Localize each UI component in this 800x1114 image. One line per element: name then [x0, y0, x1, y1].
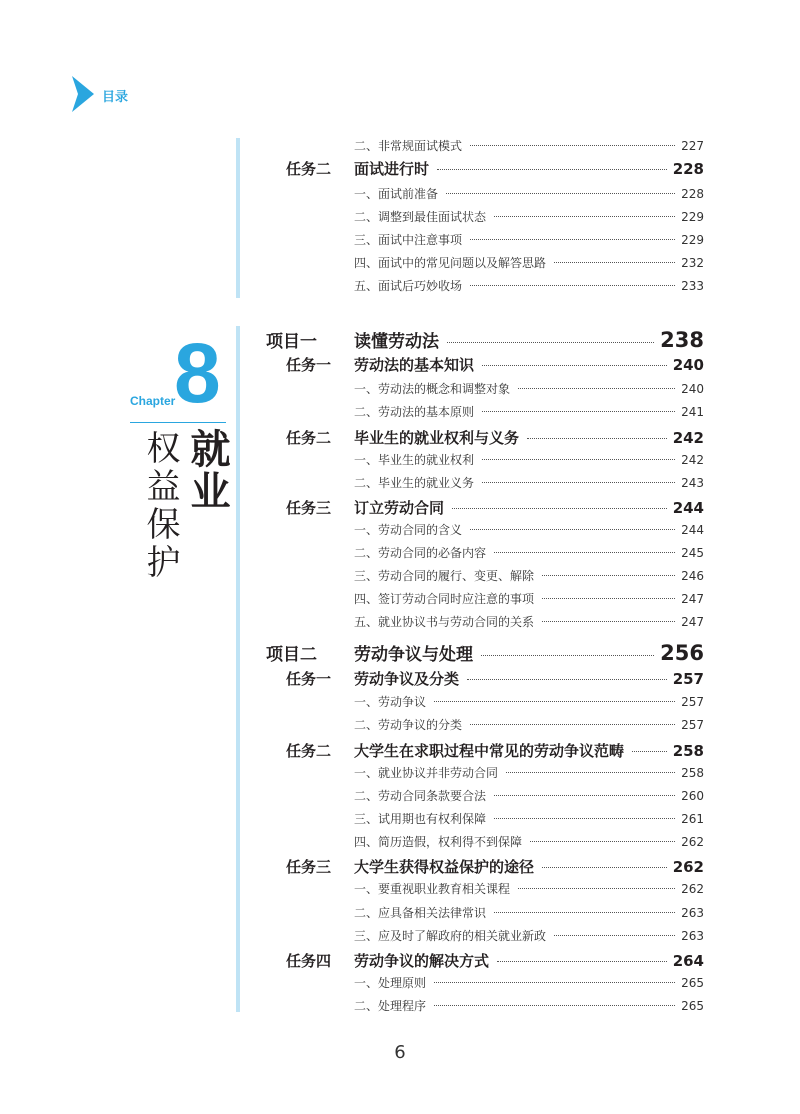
toc-leader-dots: [518, 388, 675, 389]
toc-entry-page: 261: [681, 812, 704, 826]
toc-leader-dots: [482, 365, 667, 366]
toc-entry-title: 二、调整到最佳面试状态: [354, 210, 487, 224]
toc-leader-dots: [518, 888, 675, 889]
toc-entry-level-3: [354, 380, 704, 397]
toc-entry-level-3: [354, 137, 704, 154]
toc-entry-title: 劳动法的基本知识: [354, 356, 475, 374]
toc-entry-label: 任务二: [286, 429, 332, 447]
toc-entry-title: 四、签订劳动合同时应注意的事项: [354, 592, 535, 606]
toc-entry-page: 265: [681, 999, 704, 1013]
toc-entry-page: 256: [660, 641, 704, 665]
toc-entry-page: 243: [681, 476, 704, 490]
page-number: 6: [394, 1042, 406, 1063]
toc-entry-level-3: [354, 693, 704, 710]
toc-leader-dots: [482, 411, 675, 412]
toc-leader-dots: [470, 145, 675, 146]
toc-entry-page: 246: [681, 569, 704, 583]
toc-entry-title: 二、非常规面试模式: [354, 139, 463, 153]
toc-leader-dots: [542, 598, 675, 599]
toc-entry-page: 238: [660, 328, 704, 352]
toc-entry-level-2: [286, 668, 704, 689]
toc-leader-dots: [494, 216, 675, 217]
toc-entry-page: 265: [681, 976, 704, 990]
toc-entry-page: 247: [681, 592, 704, 606]
toc-leader-dots: [482, 459, 675, 460]
toc-leader-dots: [470, 724, 675, 725]
toc-entry-level-3: [354, 567, 704, 584]
toc-entry-page: 247: [681, 615, 704, 629]
toc-entry-level-3: [354, 974, 704, 991]
toc-leader-dots: [452, 508, 667, 509]
toc-leader-dots: [506, 772, 675, 773]
toc-entry-page: 242: [672, 429, 704, 447]
toc-entry-title: 一、处理原则: [354, 976, 427, 990]
toc-entry-level-3: [354, 208, 704, 225]
toc-entry-page: 262: [672, 858, 704, 876]
chapter-title-main: 就业: [184, 428, 230, 512]
toc-entry-title: 订立劳动合同: [354, 499, 445, 517]
toc-entry-page: 242: [681, 453, 704, 467]
toc-entry-title: 三、应及时了解政府的相关就业新政: [354, 929, 547, 943]
toc-leader-dots: [542, 621, 675, 622]
toc-entry-title: 面试进行时: [354, 160, 430, 178]
toc-entry-page: 241: [681, 405, 704, 419]
toc-entry-level-2: [286, 950, 704, 971]
toc-entry-title: 三、劳动合同的履行、变更、解除: [354, 569, 535, 583]
toc-entry-title: 三、面试中注意事项: [354, 233, 463, 247]
toc-entry-title: 大学生在求职过程中常见的劳动争议范畴: [354, 742, 625, 760]
toc-entry-level-3: [354, 231, 704, 248]
toc-entry-page: 240: [681, 382, 704, 396]
toc-entry-label: 任务四: [286, 952, 332, 970]
toc-entry-title: 大学生获得权益保护的途径: [354, 858, 535, 876]
toc-entry-level-2: [286, 856, 704, 877]
toc-entry-title: 一、要重视职业教育相关课程: [354, 882, 511, 896]
toc-entry-level-3: [354, 810, 704, 827]
toc-entry-title: 毕业生的就业权利与义务: [354, 429, 520, 447]
toc-entry-title: 劳动争议与处理: [354, 645, 473, 665]
toc-entry-page: 257: [681, 695, 704, 709]
toc-entry-label: 任务一: [286, 670, 332, 688]
toc-entry-title: 二、劳动合同条款要合法: [354, 789, 487, 803]
toc-entry-title: 一、就业协议并非劳动合同: [354, 766, 499, 780]
chapter-word: Chapter: [130, 394, 176, 408]
toc-entry-page: 227: [681, 139, 704, 153]
toc-leader-dots: [497, 961, 667, 962]
toc-entry-label: 任务一: [286, 356, 332, 374]
toc-entry-title: 二、应具备相关法律常识: [354, 906, 487, 920]
toc-entry-page: 264: [672, 952, 704, 970]
toc-leader-dots: [554, 935, 675, 936]
toc-entry-page: 257: [681, 718, 704, 732]
toc-entry-label: 任务二: [286, 160, 332, 178]
toc-entry-level-3: [354, 254, 704, 271]
toc-entry-title: 一、劳动争议: [354, 695, 427, 709]
toc-entry-level-2: [286, 354, 704, 375]
toc-entry-page: 258: [672, 742, 704, 760]
toc-entry-label: 任务三: [286, 858, 332, 876]
toc-entry-page: 263: [681, 929, 704, 943]
toc-entry-level-3: [354, 590, 704, 607]
toc-entry-page: 262: [681, 835, 704, 849]
toc-entry-level-3: [354, 521, 704, 538]
toc-entry-title: 五、面试后巧妙收场: [354, 279, 463, 293]
toc-entry-page: 228: [681, 187, 704, 201]
toc-entry-page: 232: [681, 256, 704, 270]
toc-leader-dots: [530, 841, 675, 842]
toc-entry-level-3: [354, 544, 704, 561]
toc-leader-dots: [632, 751, 667, 752]
toc-leader-dots: [494, 818, 675, 819]
toc-entry-title: 读懂劳动法: [354, 332, 439, 352]
toc-entry-label: 项目二: [266, 645, 317, 665]
toc-entry-label: 任务三: [286, 499, 332, 517]
toc-entry-page: 228: [672, 160, 704, 178]
toc-entry-level-2: [286, 427, 704, 448]
toc-entry-title: 一、劳动法的概念和调整对象: [354, 382, 511, 396]
toc-entry-level-3: [354, 185, 704, 202]
toc-entry-title: 二、劳动法的基本原则: [354, 405, 475, 419]
toc-leader-dots: [434, 1005, 675, 1006]
toc-entry-level-3: [354, 451, 704, 468]
toc-entry-page: 258: [681, 766, 704, 780]
toc-leader-dots: [434, 701, 675, 702]
toc-leader-dots: [494, 795, 675, 796]
toc-entry-title: 二、处理程序: [354, 999, 427, 1013]
toc-entry-title: 四、面试中的常见问题以及解答思路: [354, 256, 547, 270]
toc-entry-level-3: [354, 403, 704, 420]
toc-leader-dots: [447, 342, 654, 343]
toc-entry-page: 262: [681, 882, 704, 896]
toc-leader-dots: [527, 438, 667, 439]
toc-leader-dots: [434, 982, 675, 983]
toc-leader-dots: [470, 239, 675, 240]
toc-entry-page: 244: [681, 523, 704, 537]
toc-entry-title: 劳动争议及分类: [354, 670, 460, 688]
toc-leader-dots: [494, 912, 675, 913]
toc-entry-level-3: [354, 880, 704, 897]
toc-leader-dots: [554, 262, 675, 263]
toc-leader-dots: [446, 193, 675, 194]
toc-leader-dots: [470, 529, 675, 530]
toc-entry-page: 233: [681, 279, 704, 293]
toc-entry-level-3: [354, 277, 704, 294]
toc-entry-title: 五、就业协议书与劳动合同的关系: [354, 615, 535, 629]
toc-leader-dots: [470, 285, 675, 286]
toc-entry-level-1: [266, 640, 704, 665]
toc-entry-page: 229: [681, 210, 704, 224]
toc-leader-dots: [542, 575, 675, 576]
toc-leader-dots: [437, 169, 667, 170]
toc-entry-title: 三、试用期也有权利保障: [354, 812, 487, 826]
toc-entry-page: 229: [681, 233, 704, 247]
toc-entry-level-3: [354, 764, 704, 781]
chapter-title-sub: 权益保护: [140, 430, 180, 582]
toc-entry-title: 四、简历造假，权利得不到保障: [354, 835, 523, 849]
toc-leader-dots: [467, 679, 667, 680]
toc-entry-level-3: [354, 833, 704, 850]
header-title: 目录: [102, 90, 129, 105]
toc-leader-dots: [542, 867, 667, 868]
toc-entry-title: 二、劳动合同的必备内容: [354, 546, 487, 560]
toc-entry-level-3: [354, 927, 704, 944]
toc-leader-dots: [481, 655, 654, 656]
toc-entry-page: 257: [672, 670, 704, 688]
toc-entry-level-2: [286, 497, 704, 518]
toc-entry-level-3: [354, 787, 704, 804]
toc-entry-page: 263: [681, 906, 704, 920]
toc-entry-title: 二、劳动争议的分类: [354, 718, 463, 732]
toc-entry-label: 任务二: [286, 742, 332, 760]
toc-entry-level-3: [354, 997, 704, 1014]
toc-entry-level-3: [354, 904, 704, 921]
toc-entry-level-3: [354, 716, 704, 733]
toc-entry-title: 劳动争议的解决方式: [354, 952, 490, 970]
toc-entry-level-2: [286, 740, 704, 761]
toc-entry-level-2: [286, 158, 704, 179]
toc-entry-page: 240: [672, 356, 704, 374]
toc-entry-title: 一、劳动合同的含义: [354, 523, 463, 537]
toc-leader-dots: [494, 552, 675, 553]
toc-entry-title: 二、毕业生的就业义务: [354, 476, 475, 490]
toc-entry-level-3: [354, 613, 704, 630]
toc-entry-level-1: [266, 327, 704, 352]
toc-entry-title: 一、毕业生的就业权利: [354, 453, 475, 467]
toc-entry-page: 260: [681, 789, 704, 803]
toc-leader-dots: [482, 482, 675, 483]
toc-entry-level-3: [354, 474, 704, 491]
toc-entry-label: 项目一: [266, 332, 317, 352]
chapter-number: 8: [174, 326, 221, 420]
toc-entry-title: 一、面试前准备: [354, 187, 439, 201]
toc-entry-page: 244: [672, 499, 704, 517]
toc-entry-page: 245: [681, 546, 704, 560]
